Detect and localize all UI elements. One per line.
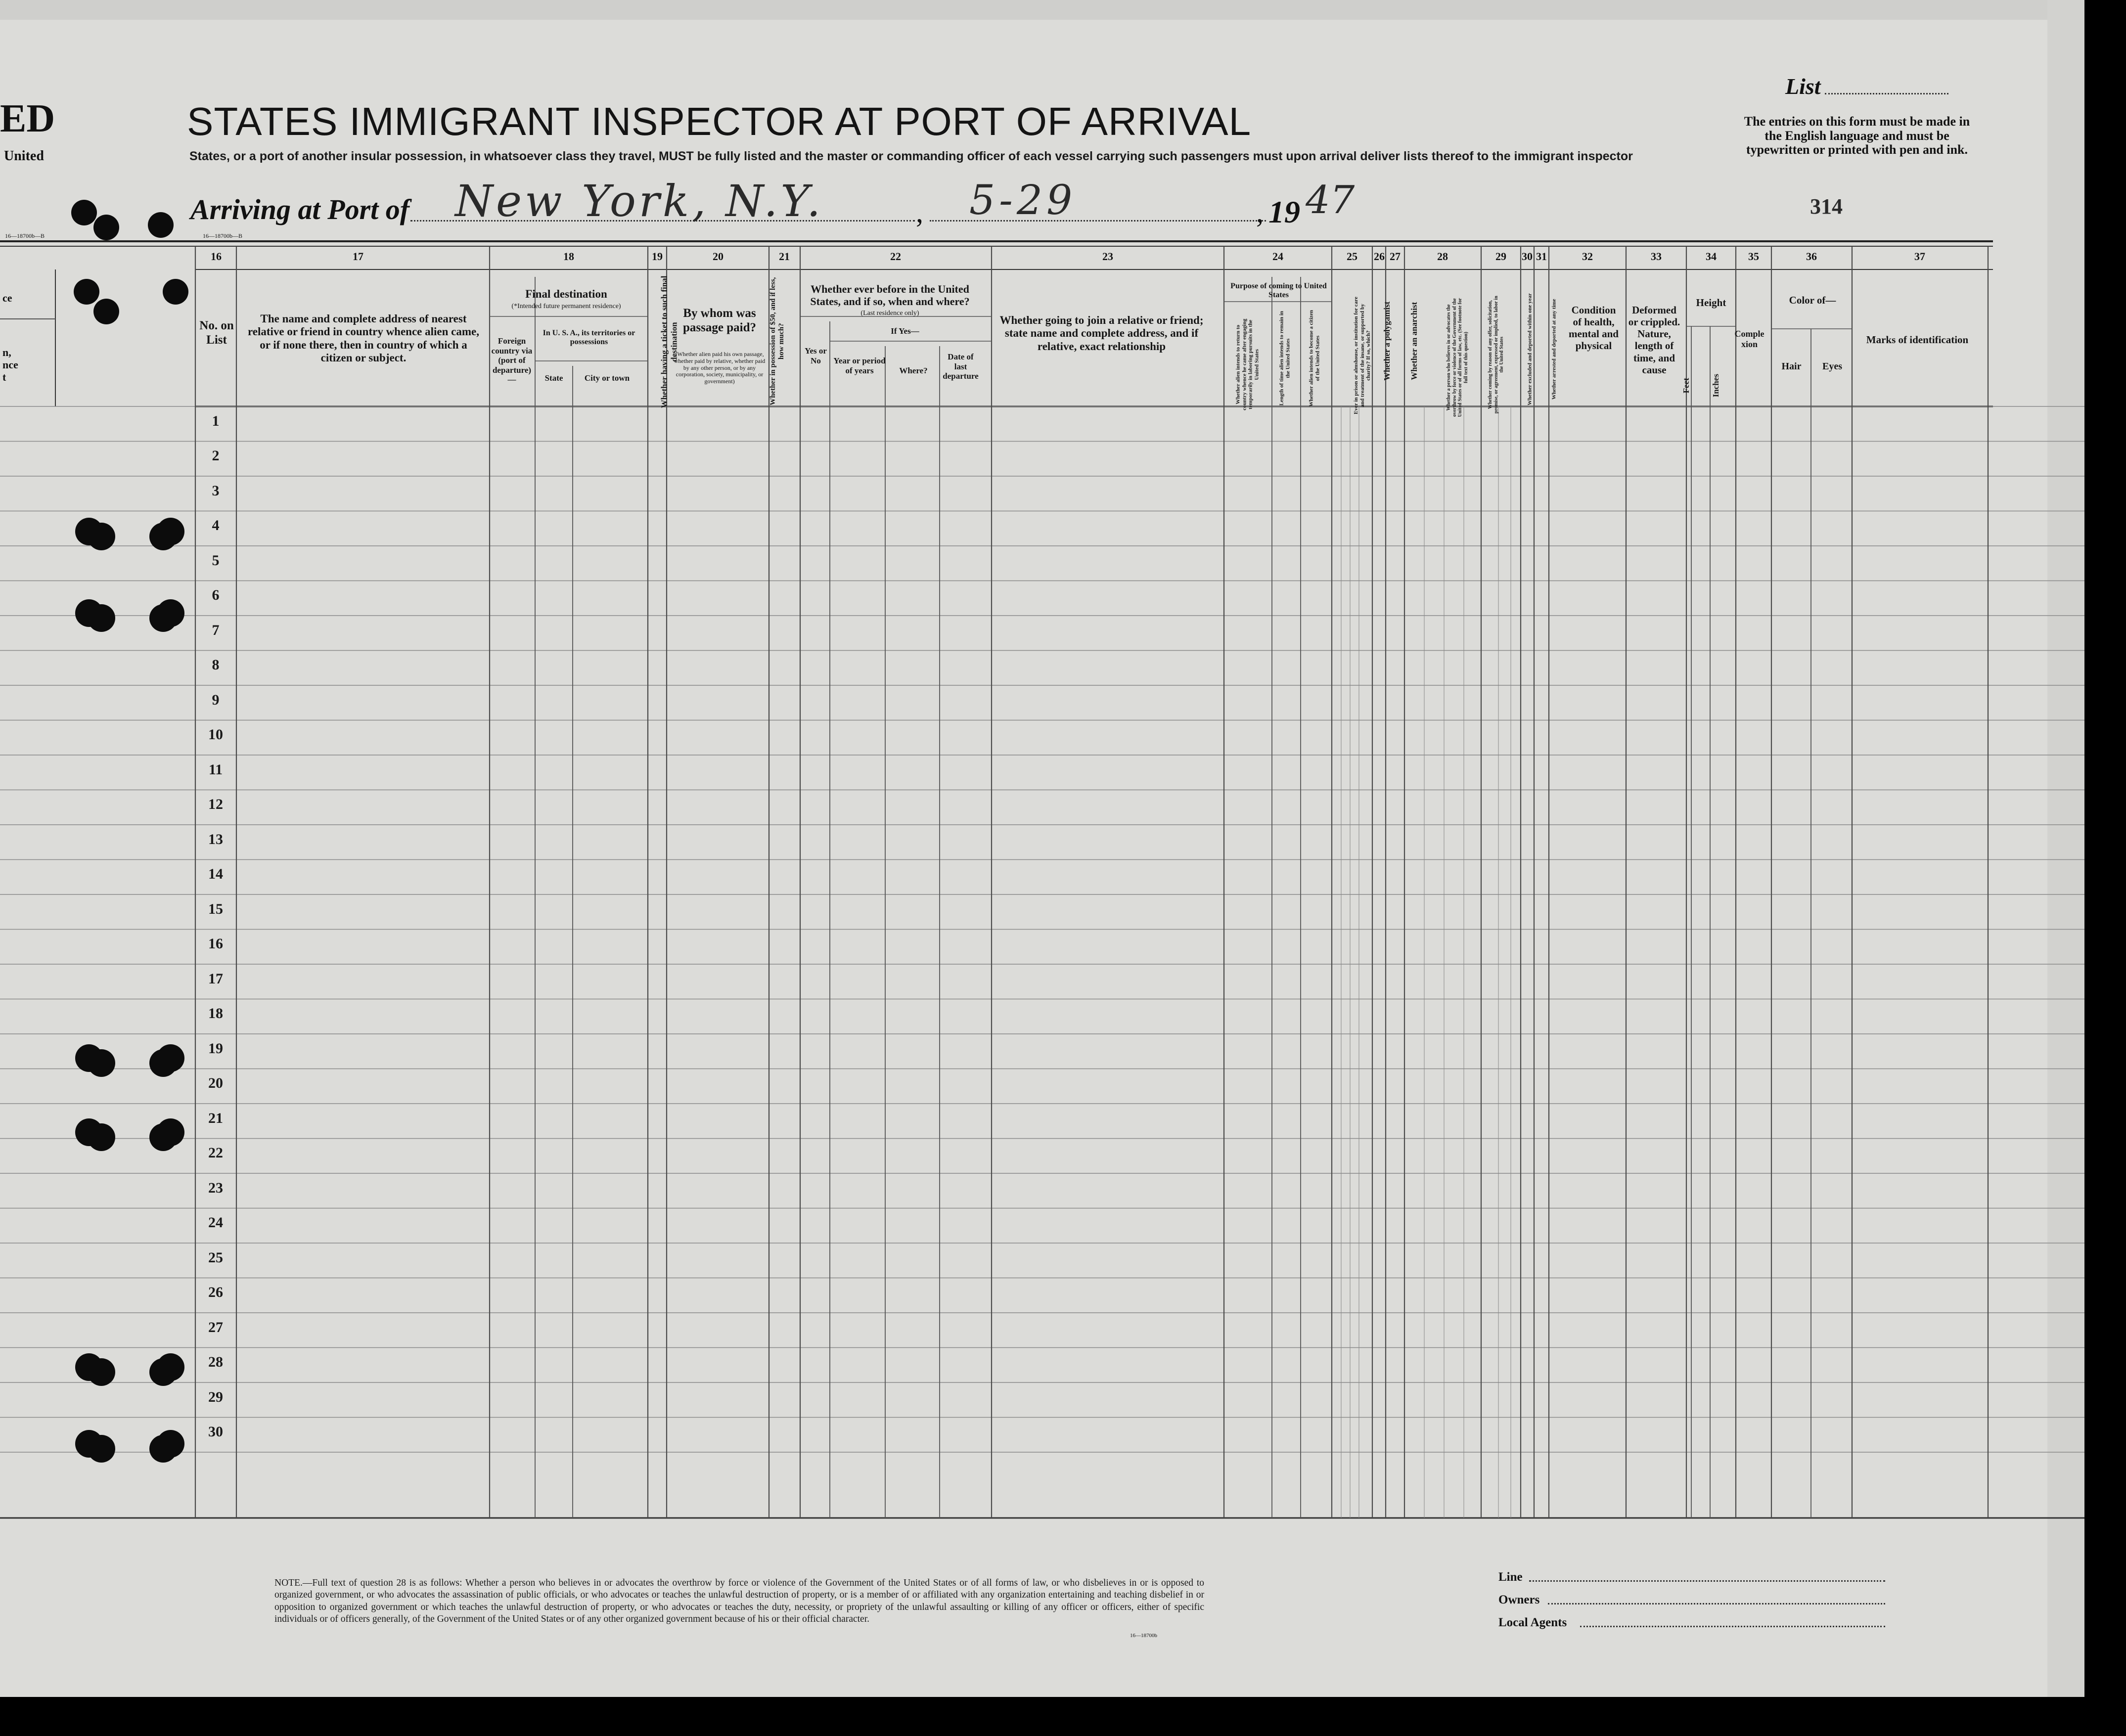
column-header-36-hair: Hair xyxy=(1781,361,1802,372)
year-handwritten: 47 xyxy=(1306,178,1355,223)
column-header-34: Height xyxy=(1696,297,1726,309)
column-number-35: 35 xyxy=(1748,250,1759,263)
binder-hole xyxy=(88,1358,115,1386)
row-number: 13 xyxy=(208,831,223,847)
row-number: 2 xyxy=(212,447,220,464)
column-number-21: 21 xyxy=(779,250,790,263)
row-number: 9 xyxy=(212,691,220,708)
column-number-24: 24 xyxy=(1272,250,1283,263)
column-header-37: Marks of identification xyxy=(1866,334,1969,346)
binder-hole xyxy=(74,279,99,305)
column-header-18-foreign: Foreign country via (port of departure)— xyxy=(491,336,533,385)
arriving-label: Arriving at Port of xyxy=(190,193,410,225)
margin-text: t xyxy=(2,371,6,383)
left-fragment-text-2: United xyxy=(4,148,44,164)
row-number: 3 xyxy=(212,482,220,499)
footnote: NOTE.—Full text of question 28 is as follows: Whether a person who believes in or advocates the overthrow by force or violence of the Government of the United States or of all forms of law, or who disbelieves in or is opposed to organized government, or who advocates the assassination of public officials, or who advocates or teaches the unlawful destruction of property, or is a member of or affiliated with any organization entertaining and teaching disbelief in or opposition to organized government or which teaches the unlawful destruction of property, or who advocates or teaches the duty, necessity, or propriety of the unlawful assaulting or killing of any officer or officers, either of specific individuals or of officers generally, of the Government of the United States or of any other organized government because of his or their official character. xyxy=(274,1578,1204,1625)
year-prefix: 19 xyxy=(1268,194,1300,229)
row-number: 28 xyxy=(208,1354,223,1370)
port-handwritten: New York, N.Y. xyxy=(455,176,824,226)
binder-hole xyxy=(88,1435,115,1463)
column-number-25: 25 xyxy=(1347,250,1357,263)
column-header-18-city: City or town xyxy=(584,373,630,383)
column-header-16: No. on List xyxy=(199,319,234,347)
row-number: 24 xyxy=(208,1214,223,1231)
comma: , xyxy=(916,196,923,228)
column-header-18-sub: (*Intended future permanent residence) xyxy=(511,303,621,310)
comma: , xyxy=(1256,196,1264,228)
row-number: 10 xyxy=(208,726,223,743)
column-number-27: 27 xyxy=(1390,250,1401,263)
binder-hole xyxy=(163,279,188,305)
column-header-22-where: Where? xyxy=(899,366,928,375)
column-header-18: Final destination xyxy=(525,288,607,300)
column-number-32: 32 xyxy=(1582,250,1593,263)
binder-hole xyxy=(149,1123,177,1151)
column-header-24: Purpose of coming to United States xyxy=(1230,282,1327,300)
row-number: 25 xyxy=(208,1249,223,1266)
column-header-17: The name and complete address of nearest relative or friend in country whence alien came, or if none there, then in country of which a citizen or subject. xyxy=(247,312,479,364)
form-code-small: 16—18700b—B xyxy=(5,232,45,239)
column-header-31: Whether arrested and deported at any time xyxy=(1551,299,1557,400)
line-field xyxy=(1529,1580,1885,1582)
column-header-20: By whom was passage paid? xyxy=(683,307,756,334)
margin-text: n, xyxy=(2,346,11,358)
binder-hole xyxy=(88,523,115,550)
row-number: 15 xyxy=(208,900,223,917)
row-number: 30 xyxy=(208,1424,223,1440)
margin-text: nce xyxy=(2,358,18,371)
column-header-27: Whether an anarchist xyxy=(1409,302,1419,380)
column-header-24a: Whether alien intends to return to country whence he came after engaging temporarily in laboring pursuits in the United States xyxy=(1235,318,1260,410)
column-number-18: 18 xyxy=(563,250,574,263)
binder-hole xyxy=(149,604,177,632)
column-header-34-inches: Inches xyxy=(1711,374,1721,398)
row-number: 18 xyxy=(208,1005,223,1022)
line-label: Line xyxy=(1498,1570,1523,1584)
row-number: 16 xyxy=(208,935,223,952)
row-number: 1 xyxy=(212,412,220,429)
row-number: 14 xyxy=(208,866,223,882)
row-number: 20 xyxy=(208,1075,223,1091)
margin-text: ce xyxy=(2,292,12,304)
column-header-28: Whether a person who believes in or advocates the overthrow by force or violence of the Government of the United States or of all forms of law, etc. (See footnote for full text of this question) xyxy=(1446,298,1469,417)
binder-hole xyxy=(88,1123,115,1151)
column-number-20: 20 xyxy=(713,250,724,263)
binder-hole xyxy=(93,299,119,324)
row-number: 27 xyxy=(208,1319,223,1335)
row-number: 12 xyxy=(208,796,223,812)
row-number: 11 xyxy=(208,761,223,778)
column-number-16: 16 xyxy=(211,250,222,263)
column-header-18-state: State xyxy=(544,373,563,383)
column-header-32: Condition of health, mental and physical xyxy=(1569,304,1619,352)
column-header-22-year: Year or period of years xyxy=(833,356,886,375)
column-header-22-yes-no: Yes or No xyxy=(805,346,827,365)
local-agents-label: Local Agents xyxy=(1498,1616,1567,1629)
column-header-24c: Whether alien intends to become a citizen of the United States xyxy=(1308,310,1320,407)
row-number: 7 xyxy=(212,622,220,638)
owners-field xyxy=(1548,1603,1885,1604)
column-number-34: 34 xyxy=(1706,250,1717,263)
owners-label: Owners xyxy=(1498,1593,1540,1606)
column-number-36: 36 xyxy=(1806,250,1817,263)
row-number: 19 xyxy=(208,1040,223,1057)
column-header-22-date: Date of last departure xyxy=(943,352,979,381)
sheet-number: 314 xyxy=(1810,194,1843,219)
instructions-text: The entries on this form must be made in the English language and must be typewritten or printed with pen and ink. xyxy=(1744,114,1970,157)
column-number-26: 26 xyxy=(1374,250,1385,263)
column-header-35: Complexion xyxy=(1734,329,1764,349)
column-number-23: 23 xyxy=(1102,250,1113,263)
column-header-26: Whether a polygamist xyxy=(1382,301,1392,381)
column-header-25: Ever in prison or almshouse, or institution for care and treatment of the insane, or supported by charity? If so, which? xyxy=(1353,297,1372,414)
column-number-29: 29 xyxy=(1495,250,1506,263)
column-header-33: Deformed or crippled. Nature, length of time, and cause xyxy=(1628,304,1680,376)
column-header-19: Whether having a ticket to such final destination xyxy=(659,275,679,408)
column-header-22-sub: (Last residence only) xyxy=(860,310,919,317)
column-number-31: 31 xyxy=(1536,250,1547,263)
column-header-34-feet: Feet xyxy=(1681,378,1691,394)
column-number-37: 37 xyxy=(1914,250,1925,263)
row-number: 29 xyxy=(208,1388,223,1405)
left-fragment-text: ED xyxy=(0,97,55,140)
date-handwritten: 5-29 xyxy=(969,177,1077,224)
column-header-21: Whether in possession of $50, and if less, how much? xyxy=(769,277,785,405)
binder-hole xyxy=(149,1049,177,1077)
row-number: 6 xyxy=(212,587,220,603)
column-header-30: Whether excluded and deported within one year xyxy=(1527,293,1533,405)
row-number: 17 xyxy=(208,970,223,987)
column-number-17: 17 xyxy=(353,250,363,263)
row-number: 26 xyxy=(208,1284,223,1300)
column-number-22: 22 xyxy=(890,250,901,263)
row-number: 8 xyxy=(212,657,220,673)
row-number: 22 xyxy=(208,1145,223,1161)
binder-hole xyxy=(149,1435,177,1463)
binder-hole xyxy=(148,212,174,238)
local-agents-field xyxy=(1580,1626,1885,1627)
row-number: 4 xyxy=(212,517,220,534)
binder-hole xyxy=(88,604,115,632)
column-number-19: 19 xyxy=(652,250,663,263)
column-header-29: Whether coming by reason of any offer, solicitation, promise, or agreement, expressed or implied, to labor in the United States xyxy=(1487,296,1504,414)
binder-hole xyxy=(93,215,119,240)
column-header-18-usa: In U. S. A., its territories or possessions xyxy=(543,329,635,347)
column-header-22: Whether ever before in the United States, and if so, when and where? xyxy=(810,283,970,308)
footer-form-code: 16—18700b xyxy=(1130,1633,1157,1639)
list-label: List xyxy=(1785,74,1821,99)
column-number-33: 33 xyxy=(1651,250,1662,263)
page-title: STATES IMMIGRANT INSPECTOR AT PORT OF ARRIVAL xyxy=(187,99,1252,143)
binder-hole xyxy=(88,1049,115,1077)
row-number: 5 xyxy=(212,552,220,569)
binder-hole xyxy=(71,200,97,225)
form-code-small: 16—18700b—B xyxy=(203,232,243,239)
column-header-36-eyes: Eyes xyxy=(1822,361,1842,372)
column-header-24b: Length of time alien intends to remain in the United States xyxy=(1278,311,1291,406)
column-header-22-if-yes: If Yes— xyxy=(891,326,919,336)
column-header-20-sub: (Whether alien paid his own passage, whether paid by relative, whether paid by any other person, or by any corporation, society, municipality, or government) xyxy=(674,351,766,385)
row-number: 23 xyxy=(208,1179,223,1196)
binder-hole xyxy=(149,523,177,550)
binder-hole xyxy=(149,1358,177,1386)
column-number-28: 28 xyxy=(1437,250,1448,263)
row-number: 21 xyxy=(208,1110,223,1126)
column-number-30: 30 xyxy=(1522,250,1533,263)
page-subtitle: States, or a port of another insular possession, in whatsoever class they travel, MUST be fully listed and the master or commanding officer of each vessel carrying such passengers must upon arrival deliver lists thereof to the immigrant inspector xyxy=(189,149,1633,163)
column-header-23: Whether going to join a relative or friend; state name and complete address, and if relative, exact relationship xyxy=(999,314,1204,353)
column-header-36: Color of— xyxy=(1789,294,1836,306)
list-number-line xyxy=(1825,93,1948,94)
